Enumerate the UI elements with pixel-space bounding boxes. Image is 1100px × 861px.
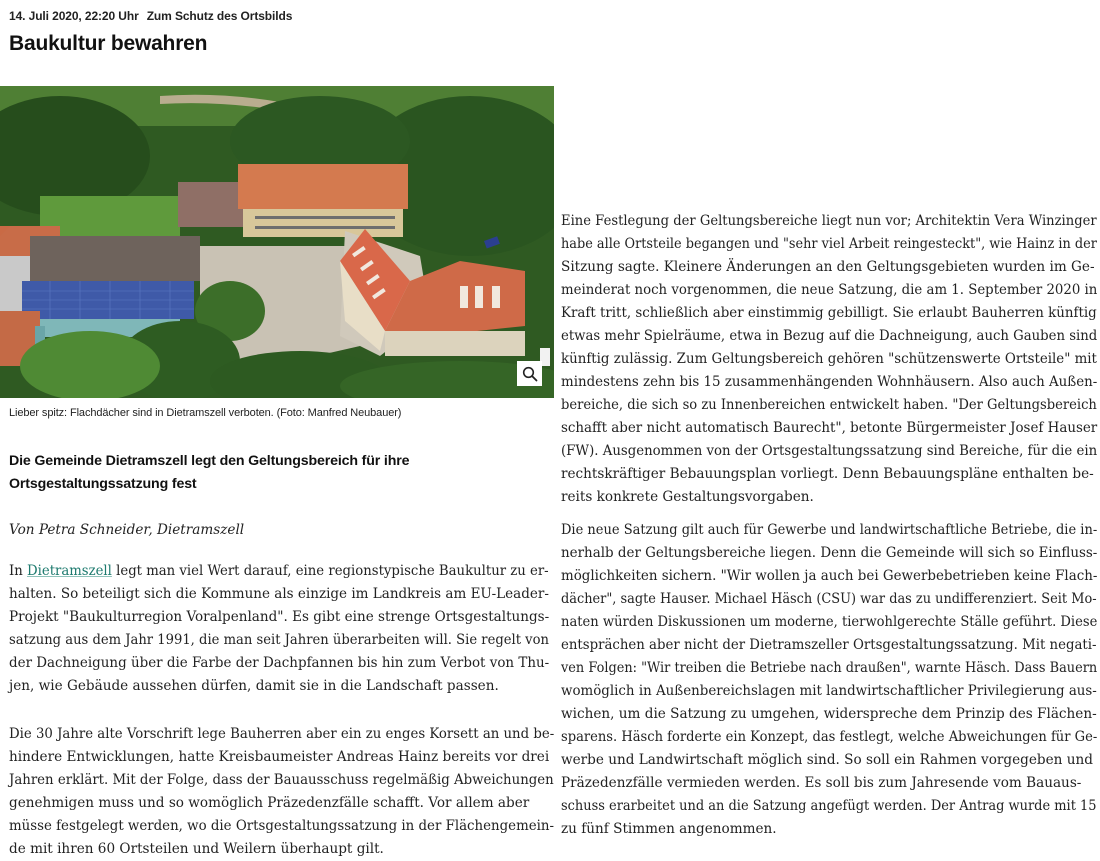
- publish-date: 14. Juli 2020, 22:20 Uhr: [9, 9, 139, 23]
- article-title: Baukultur bewahren: [9, 32, 208, 55]
- paragraph-line: meinderat noch vorgenommen, die neue Satzung, die am 1. September 2020 in: [561, 282, 1098, 298]
- text-prefix: In: [9, 563, 27, 579]
- article-teaser: Die Gemeinde Dietramszell legt den Geltungsbereich für ihre Ortsgestaltungssatzung fest: [9, 453, 410, 492]
- paragraph-line: Projekt "Baukulturregion Voralpenland". Es gibt eine strenge Ortsgestaltungs-: [9, 609, 550, 625]
- kicker: Zum Schutz des Ortsbilds: [146, 9, 293, 23]
- paragraph-line: entsprächen aber nicht der Dietramszeller Ortsgestaltungssatzung. Mit negati-: [561, 637, 1097, 653]
- paragraph-line: schuss erarbeitet und an die Satzung angefügt werden. Der Antrag wurde mit 15: [561, 798, 1097, 814]
- paragraph-line: hindere Entwicklungen, hatte Kreisbaumeister Andreas Hainz bereits vor drei: [9, 749, 550, 765]
- paragraph-line: nerhalb der Geltungsbereiche liegen. Denn die Gemeinde will sich so Einfluss-: [561, 545, 1098, 561]
- paragraph-line: jen, wie Gebäude aussehen dürfen, damit sie in die Landschaft passen.: [9, 678, 499, 694]
- paragraph-line: de mit ihren 60 Ortsteilen und Weilern überhaupt gilt.: [9, 841, 384, 857]
- paragraph-2: [9, 723, 554, 861]
- dietramszell-link[interactable]: Dietramszell: [26, 563, 112, 579]
- paragraph-line: Präzedenzfälle vermieden werden. Es soll bis zum Jahresende vom Bauaus-: [561, 775, 1082, 791]
- paragraph-line: Jahren erklärt. Mit der Folge, dass der Bauausschuss regelmäßig Abweichungen: [9, 772, 554, 788]
- paragraph-line: mindestens zehn bis 15 zusammenhängenden Wohnhäusern. Also auch Außen-: [561, 374, 1098, 390]
- paragraph-line: bereiche, die sich so zu Innenbereichen entwickelt haben. "Der Geltungsbereich: [561, 397, 1097, 413]
- paragraph-line: schafft aber nicht automatisch Baurecht", betonte Bürgermeister Josef Hauser: [561, 420, 1098, 436]
- paragraph-line: Die neue Satzung gilt auch für Gewerbe und landwirtschaftliche Betriebe, die in-: [561, 522, 1098, 538]
- paragraph-line: rechtskräftiger Bebauungsplan vorliegt. Denn Bebauungspläne enthalten be-: [561, 466, 1094, 482]
- paragraph-line: wichen, um die Satzung zu umgehen, widerspreche dem Prinzip des Flächen-: [561, 706, 1097, 722]
- paragraph-line: künftig zulässig. Zum Geltungsbereich gehören "schützenswerte Ortsteile" mit: [561, 351, 1097, 367]
- aerial-photo-illustration: [0, 86, 554, 398]
- paragraph-line: Sitzung sagte. Kleinere Änderungen an den Geltungsgebieten wurden im Ge-: [561, 259, 1095, 275]
- paragraph-line: naten würden Diskussionen um moderne, tierwohlgerechte Ställe geführt. Diese: [561, 614, 1098, 630]
- paragraph-1: [9, 560, 549, 698]
- paragraph-line: [9, 560, 549, 583]
- paragraph-line: halten. So beteiligt sich die Kommune als einzige im Landkreis am EU-Leader-: [9, 586, 549, 602]
- paragraph-line: zu fünf Stimmen angenommen.: [561, 821, 777, 837]
- paragraph-line: Die 30 Jahre alte Vorschrift lege Bauherren aber ein zu enges Korsett an und be-: [9, 726, 555, 742]
- paragraph-line: womöglich in Außenbereichslagen mit landwirtschaftlicher Privilegierung aus-: [561, 683, 1097, 699]
- photo-caption: Lieber spitz: Flachdächer sind in Dietramszell verboten. (Foto: Manfred Neubauer): [9, 407, 402, 419]
- article-photo[interactable]: [0, 86, 554, 398]
- paragraph-3: [561, 210, 1097, 509]
- image-zoom-button[interactable]: [517, 361, 542, 386]
- text-run: legt man viel Wert darauf, eine regionstypische Baukultur zu er-: [111, 563, 549, 579]
- magnifier-icon: [522, 366, 538, 382]
- byline: Von Petra Schneider, Dietramszell: [9, 522, 245, 538]
- paragraph-line: genehmigen muss und so womöglich Präzedenzfälle schafft. Vor allem aber: [9, 795, 530, 811]
- paragraph-line: dächer", sagte Hauser. Michael Häsch (CSU) war das zu undifferenziert. Seit Mo-: [561, 591, 1097, 607]
- paragraph-line: der Dachneigung über die Farbe der Dachpfannen bis hin zum Verbot von Thu-: [9, 655, 550, 671]
- paragraph-line: Kraft tritt, schließlich aber einstimmig gebilligt. Sie erlaubt Bauherren künftig: [561, 305, 1097, 321]
- article-meta: [9, 9, 292, 23]
- paragraph-line: müsse festgelegt werden, wo die Ortsgestaltungssatzung in der Flächengemein-: [9, 818, 555, 834]
- paragraph-line: (FW). Ausgenommen von der Ortsgestaltungssatzung sind Bereiche, für die ein: [561, 443, 1098, 459]
- paragraph-line: werbe und Landwirtschaft möglich sind. So soll ein Rahmen vorgegeben und: [561, 752, 1093, 768]
- paragraph-line: satzung aus dem Jahr 1991, die man seit Jahren überarbeiten will. Sie regelt von: [9, 632, 549, 648]
- paragraph-line: reits konkrete Gestaltungsvorgaben.: [561, 489, 814, 505]
- paragraph-4: [561, 519, 1097, 841]
- paragraph-line: Eine Festlegung der Geltungsbereiche liegt nun vor; Architektin Vera Winzinger: [561, 213, 1097, 229]
- paragraph-line: habe alle Ortsteile begangen und "sehr viel Arbeit reingesteckt", wie Hainz in der: [561, 236, 1097, 252]
- paragraph-line: etwas mehr Spielräume, etwa in Bezug auf die Dachneigung, auch Gauben sind: [561, 328, 1098, 344]
- paragraph-line: ven Folgen: "Wir treiben die Betriebe nach draußen", warnte Häsch. Dass Bauern: [561, 660, 1098, 676]
- paragraph-line: sparens. Häsch forderte ein Konzept, das festlegt, welche Abweichungen für Ge-: [561, 729, 1098, 745]
- paragraph-line: möglichkeiten sichern. "Wir wollen ja auch bei Gewerbebetrieben keine Flach-: [561, 568, 1098, 584]
